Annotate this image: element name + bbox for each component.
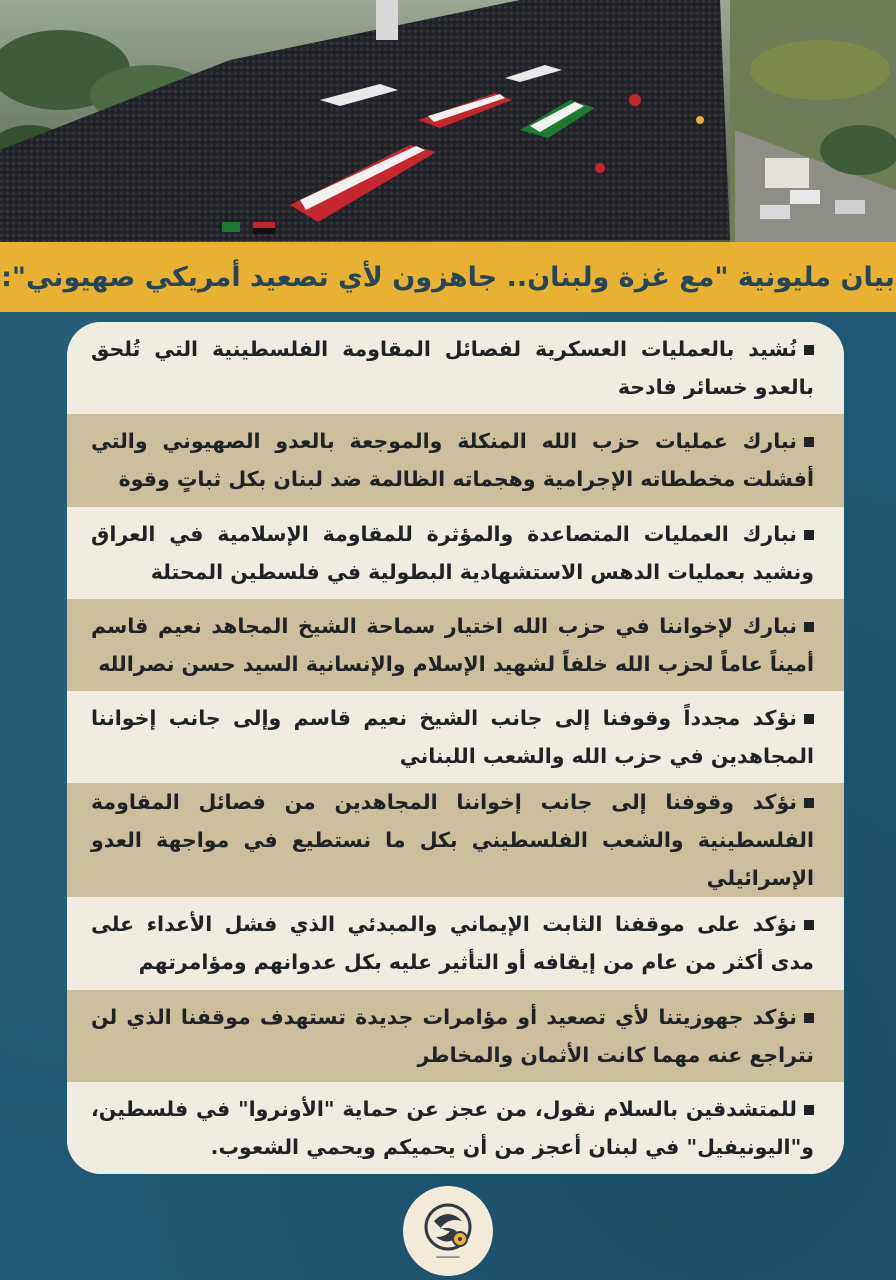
statement-item (67, 507, 844, 599)
header-photo (0, 0, 896, 242)
statement-text: نبارك العمليات المتصاعدة والمؤثرة للمقاومة الإسلامية في العراق ونشيد بعمليات الدهس الاستشهادية البطولية في فلسطين المحتلة (91, 521, 814, 584)
statement-item (67, 322, 844, 414)
title-band (0, 242, 896, 312)
statement-text: نُشيد بالعمليات العسكرية لفصائل المقاومة الفلسطينية التي تُلحق بالعدو خسائر فادحة (91, 337, 814, 400)
square-bullet-icon (804, 345, 814, 355)
crowd-photo-image (0, 0, 896, 242)
statement-item (67, 1082, 844, 1174)
film-reel-logo-icon (422, 1201, 474, 1253)
statement-item (67, 990, 844, 1082)
statement-text: نبارك لإخواننا في حزب الله اختيار سماحة الشيخ المجاهد نعيم قاسم أميناً عاماً لحزب الله خلفاً لشهيد الإسلام والإنسانية السيد حسن نصرالله (91, 613, 814, 676)
statement-text: نؤكد جهوزيتنا لأي تصعيد أو مؤامرات جديدة تستهدف موقفنا الذي لن نتراجع عنه مهما كانت الأثمان والمخاطر (91, 1004, 814, 1067)
square-bullet-icon (804, 798, 814, 808)
square-bullet-icon (804, 920, 814, 930)
statements-card (67, 322, 844, 1174)
square-bullet-icon (804, 714, 814, 724)
statement-item (67, 783, 844, 897)
statement-item (67, 691, 844, 783)
statement-item (67, 599, 844, 691)
media-foundation-logo (403, 1186, 493, 1276)
statement-text: للمتشدقين بالسلام نقول، من عجز عن حماية "الأونروا" في فلسطين، و"اليونيفيل" في لبنان أعجز من أن يحميكم ويحمي الشعوب. (91, 1096, 814, 1159)
statement-text: نؤكد وقوفنا إلى جانب إخواننا المجاهدين من فصائل المقاومة الفلسطينية والشعب الفلسطيني بكل ما نستطيع في مواجهة العدو الإسرائيلي (91, 790, 814, 891)
square-bullet-icon (804, 437, 814, 447)
statement-title: بيان مليونية "مع غزة ولبنان.. جاهزون لأي تصعيد أمريكي صهيوني": (1, 261, 895, 293)
statement-text: نبارك عمليات حزب الله المنكلة والموجعة بالعدو الصهيوني والتي أفشلت مخططاته الإجرامية وهجماته الظالمة ضد لبنان بكل ثباتٍ وقوة (91, 429, 814, 492)
square-bullet-icon (804, 622, 814, 632)
statement-item (67, 897, 844, 989)
square-bullet-icon (804, 1105, 814, 1115)
square-bullet-icon (804, 530, 814, 540)
statement-item (67, 414, 844, 506)
square-bullet-icon (804, 1013, 814, 1023)
logo-caption-lines: ━━━━━━━ (436, 1255, 460, 1261)
statement-text: نؤكد على موقفنا الثابت الإيماني والمبدئي الذي فشل الأعداء على مدى أكثر من عام من إيقافه أو التأثير عليه بكل عدوانهم ومؤامرتهم (91, 912, 814, 975)
statement-text: نؤكد مجدداً وقوفنا إلى جانب الشيخ نعيم قاسم وإلى جانب إخواننا المجاهدين في حزب الله والشعب اللبناني (91, 706, 814, 769)
